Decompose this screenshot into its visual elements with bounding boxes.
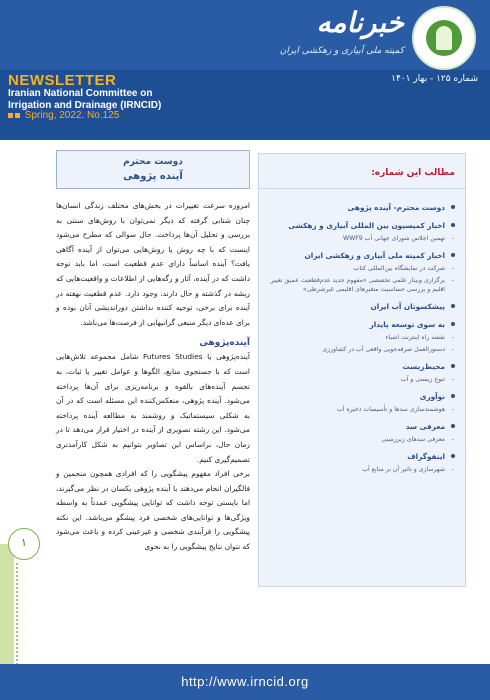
editorial-box <box>56 150 250 189</box>
irncid-logo-icon <box>412 6 476 70</box>
toc-item[interactable]: دوست محترم- آینده پژوهی <box>269 202 455 213</box>
org-line-1: Iranian National Committee on <box>8 88 153 99</box>
section-heading: آینده‌پژوهی <box>199 338 250 349</box>
table-of-contents <box>258 153 466 587</box>
editorial-column <box>56 150 250 555</box>
intro-paragraph: امروزه سرعت تغییرات در بخش‌های مختلف زندگی انسان‌ها چنان شتابی گرفته که دیگر نمی‌توان با روش‌های سنتی به بررسی و تحلیل آن‌ها پرداخت. حال سوالی که مطرح می‌شود اینست که با چه روش یا روش‌هایی می‌توان از آینده آگاهی یافت؟ آینده اساساً دارای عدم قطعیت است، اما باید توجه داشت که در آینده، آثار و رگه‌هایی از اطلاعات و واقعیت‌هایی که ریشه در گذشته و حال دارند، وجود دارد. عدم قطعیت نهفته در آینده برای برخی، توجیه کننده نداشتن دوراندیشی آنان بوده و برای عده‌ای دیگر منبعی گرانبهایی از فرصت‌ها می‌باشد. <box>56 201 250 327</box>
toc-subitem[interactable]: - هوشمندسازی سدها و تأسیسات ذخیره آب <box>269 405 455 414</box>
newsletter-title-fa: خبرنامه <box>316 6 404 39</box>
toc-subitem[interactable]: - دستورالعمل صرفه‌جویی واقعی آب در کشاورزی <box>269 345 455 354</box>
masthead <box>0 0 490 140</box>
issue-text: Spring, 2022. No.125 <box>24 110 120 121</box>
toc-list <box>259 189 465 474</box>
toc-subitem[interactable]: - معرفی سدهای زیرزمینی <box>269 435 455 444</box>
toc-item[interactable]: نوآوری <box>269 391 455 402</box>
square-icon <box>15 113 20 118</box>
body-paragraph-3: برخی افراد مفهوم پیشگویی را که افرادی همچون منجمین و فالگیران انجام می‌دهند با آینده پژوهی یکسان در نظر می‌گیرند، اما بایستی توجه داشت که توانایی پیشگویی عمدتاً به واسطه ویژگی‌ها و توانایی‌های شخصی فرد پیشگو می‌باشد. این نکته پیشگویی را فرآیندی شخصی و غیرعینی کرده و باعث می‌شود که نتوان نتایج پیشگویی را به نحوی <box>56 469 250 552</box>
square-icon <box>8 113 13 118</box>
toc-item[interactable]: محیط‌زیست <box>269 361 455 372</box>
page-number-badge <box>8 528 40 560</box>
toc-item[interactable]: اخبار کمیته ملی آبیاری و زهکشی ایران <box>269 250 455 261</box>
newsletter-subtitle-fa: کمیته ملی آبیاری و زهکشی ایران <box>279 46 404 56</box>
issue-label <box>8 110 119 121</box>
toc-title: مطالب این شماره: <box>259 154 465 189</box>
toc-item[interactable]: پیشکسوتان آب ایران <box>269 301 455 312</box>
toc-subitem[interactable]: - شهرسازی و تاثیر آن بر منابع آب <box>269 465 455 474</box>
editorial-title: آینده پژوهی <box>123 171 183 182</box>
toc-item[interactable]: اینفوگراف <box>269 451 455 462</box>
toc-subitem[interactable]: - برگزاری وبینار علمی تخصصی «مفهوم جدید عدم‌قطعیت عمیق تغییر اقلیم و بررسی حساسیت متغیرهای اقلیمی غیرشرطی» <box>269 276 455 294</box>
dotted-line <box>16 563 20 673</box>
newsletter-label: NEWSLETTER <box>8 72 117 89</box>
logo-leaf <box>436 26 452 50</box>
toc-item[interactable]: معرفی سد <box>269 421 455 432</box>
toc-item[interactable]: به سوی توسعه پایدار <box>269 319 455 330</box>
organization-name <box>8 88 188 112</box>
toc-subitem[interactable]: - تنوع زیستی و آب <box>269 375 455 384</box>
toc-item[interactable]: اخبار کمیسیون بین المللی آبیاری و زهکشی <box>269 220 455 231</box>
toc-subitem[interactable]: - تهمین اجلاس شورای جهانی آب WWF9 <box>269 234 455 243</box>
editorial-salutation: دوست محترم <box>123 157 183 167</box>
org-line-2: Irrigation and Drainage (IRNCID) <box>8 100 162 111</box>
toc-subitem[interactable]: - شرکت در نمایشگاه بین‌المللی کتاب <box>269 264 455 273</box>
page-number: ۱ <box>21 536 27 549</box>
toc-subitem[interactable]: - نقشه راه اینترنت اشیاء <box>269 333 455 342</box>
footer-bar <box>0 664 490 700</box>
issue-label-fa: شماره ۱۲۵ - بهار ۱۴۰۱ <box>391 74 478 84</box>
website-link[interactable]: http://www.irncid.org <box>181 674 309 689</box>
body-paragraph-2: آینده‌پژوهی یا Futures Studies شامل مجموعه تلاش‌هایی است که با جستجوی منابع، الگوها و عوامل تغییر یا ثبات، به تجسم آینده‌های بالقوه و برنامه‌ریزی برای آن‌ها پرداخته می‌شود. آینده پژوهی، منعکس‌کننده این مسئله است که در آن به شکلی سیستماتیک و روشمند به مطالعه آینده پرداخته می‌شود. این رشته تصویری از آینده در اختیار قرار می‌دهد تا در زمان حال، براساس این تصاویر بتوانیم به شکل کارآمدتری تصمیم‌گیری کنیم. <box>56 352 250 464</box>
